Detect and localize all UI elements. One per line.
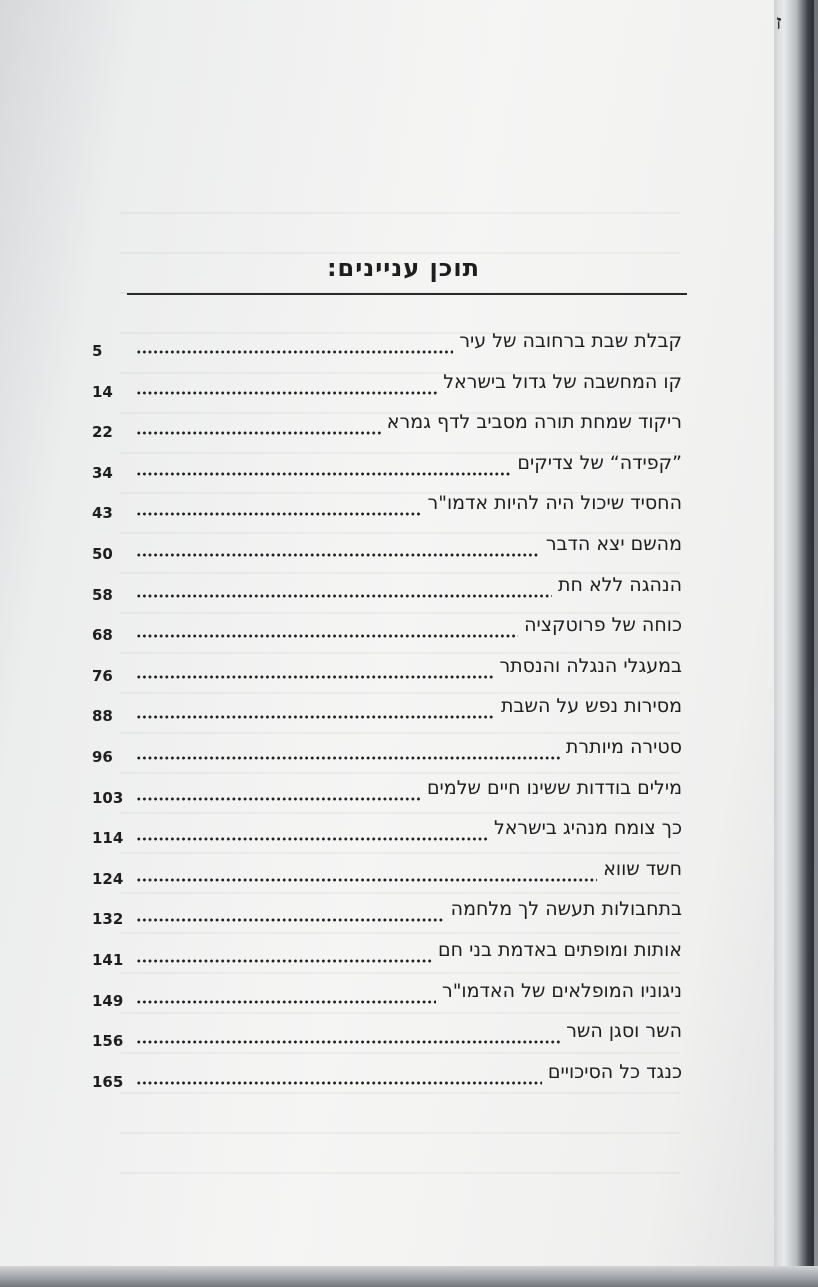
toc-entry <box>92 573 692 614</box>
toc-entry-page-number: 50 <box>92 544 113 563</box>
toc-entry-title: אותות ומופתים באדמת בני חם <box>438 938 682 961</box>
toc-entry-title: קבלת שבת ברחובה של עיר <box>459 330 682 352</box>
toc-entry-title: כנגד כל הסיכויים <box>547 1060 682 1083</box>
page-bottom-edge <box>0 1266 818 1287</box>
dot-leader <box>136 959 432 963</box>
toc-entry <box>92 451 692 492</box>
toc-entry-title: השר וסגן השר <box>566 1020 682 1043</box>
toc-entry-page-number: 165 <box>92 1072 124 1091</box>
dot-leader <box>136 350 453 354</box>
toc-entry <box>92 857 692 898</box>
toc-entry-page-number: 68 <box>92 626 113 645</box>
toc-title: תוכן עניינים: <box>326 254 480 282</box>
toc-entry <box>92 329 692 370</box>
toc-entry-title: ניגוניו המופלאים של האדמו"ר <box>441 979 682 1002</box>
dot-leader <box>136 512 422 516</box>
toc-entry <box>92 1019 692 1060</box>
toc-entry-title: הנהגה ללא חת <box>558 573 682 596</box>
toc-entry <box>92 532 692 573</box>
toc-entry-page-number: 96 <box>92 747 113 766</box>
dot-leader <box>136 918 445 922</box>
toc-entry-page-number: 141 <box>92 950 124 969</box>
toc-entry <box>92 938 692 979</box>
dot-leader <box>136 837 488 841</box>
toc-entry-page-number: 103 <box>92 788 124 807</box>
toc-entry-page-number: 76 <box>92 666 113 685</box>
toc-entry-title: ריקוד שמחת תורה מסביב לדף גמרא <box>386 411 682 434</box>
table-of-contents <box>92 248 692 1100</box>
toc-entry-page-number: 14 <box>92 382 113 401</box>
toc-entry <box>92 694 692 735</box>
toc-entry-page-number: 156 <box>92 1032 124 1051</box>
toc-entry <box>92 491 692 532</box>
dot-leader <box>136 553 540 557</box>
page-edge <box>774 0 814 1287</box>
toc-entry-title: במעגלי הנגלה והנסתר <box>499 654 682 677</box>
toc-entry-title: קו המחשבה של גדול בישראל <box>443 370 682 393</box>
toc-entry <box>92 816 692 857</box>
toc-entry-page-number: 132 <box>92 910 124 929</box>
dot-leader <box>136 1000 436 1004</box>
dot-leader <box>136 472 511 476</box>
dot-leader <box>136 634 518 638</box>
toc-entry-title: מהשם יצא הדבר <box>545 532 682 555</box>
toc-entry-title: כוחה של פרוטקציה <box>524 614 682 637</box>
toc-entry-page-number: 124 <box>92 869 124 888</box>
dot-leader <box>136 431 381 435</box>
dot-leader <box>136 1040 560 1044</box>
dot-leader <box>136 756 560 760</box>
toc-entry <box>92 1060 692 1101</box>
toc-entry-title: כך צומח מנהיג בישראל <box>493 817 682 840</box>
toc-entry-title: חשד שווא <box>603 857 682 880</box>
dot-leader <box>136 715 495 719</box>
toc-entry-title: סטירה מיותרת <box>565 735 682 758</box>
toc-entry <box>92 735 692 776</box>
toc-entry-page-number: 43 <box>92 504 113 523</box>
toc-entry <box>92 370 692 411</box>
toc-entry <box>92 410 692 451</box>
title-underline <box>127 293 687 295</box>
toc-entry <box>92 897 692 938</box>
toc-entry <box>92 776 692 817</box>
toc-entry-page-number: 149 <box>92 991 124 1010</box>
dot-leader <box>136 797 421 801</box>
toc-entry-page-number: 88 <box>92 707 113 726</box>
toc-entry-title: ”קפידה“ של צדיקים <box>517 451 682 474</box>
toc-entry-page-number: 58 <box>92 585 113 604</box>
toc-entry-title: מסירות נפש על השבת <box>501 695 682 718</box>
toc-entry-page-number: 5 <box>92 342 103 360</box>
toc-list <box>92 329 692 1100</box>
toc-entry <box>92 654 692 695</box>
dot-leader <box>136 675 493 679</box>
toc-entry-page-number: 114 <box>92 829 124 848</box>
toc-entry-title: החסיד שיכול היה להיות אדמו"ר <box>427 492 682 515</box>
corner-page-mark: ז <box>776 10 782 34</box>
toc-entry-title: בתחבולות תעשה לך מלחמה <box>450 898 682 921</box>
toc-entry <box>92 979 692 1020</box>
dot-leader <box>136 391 437 395</box>
dot-leader <box>136 594 552 598</box>
toc-entry-page-number: 22 <box>92 423 113 442</box>
dot-leader <box>136 1081 542 1085</box>
toc-entry-page-number: 34 <box>92 463 113 482</box>
toc-entry <box>92 613 692 654</box>
dot-leader <box>136 878 597 882</box>
toc-entry-title: מילים בודדות ששינו חיים שלמים <box>426 776 682 799</box>
